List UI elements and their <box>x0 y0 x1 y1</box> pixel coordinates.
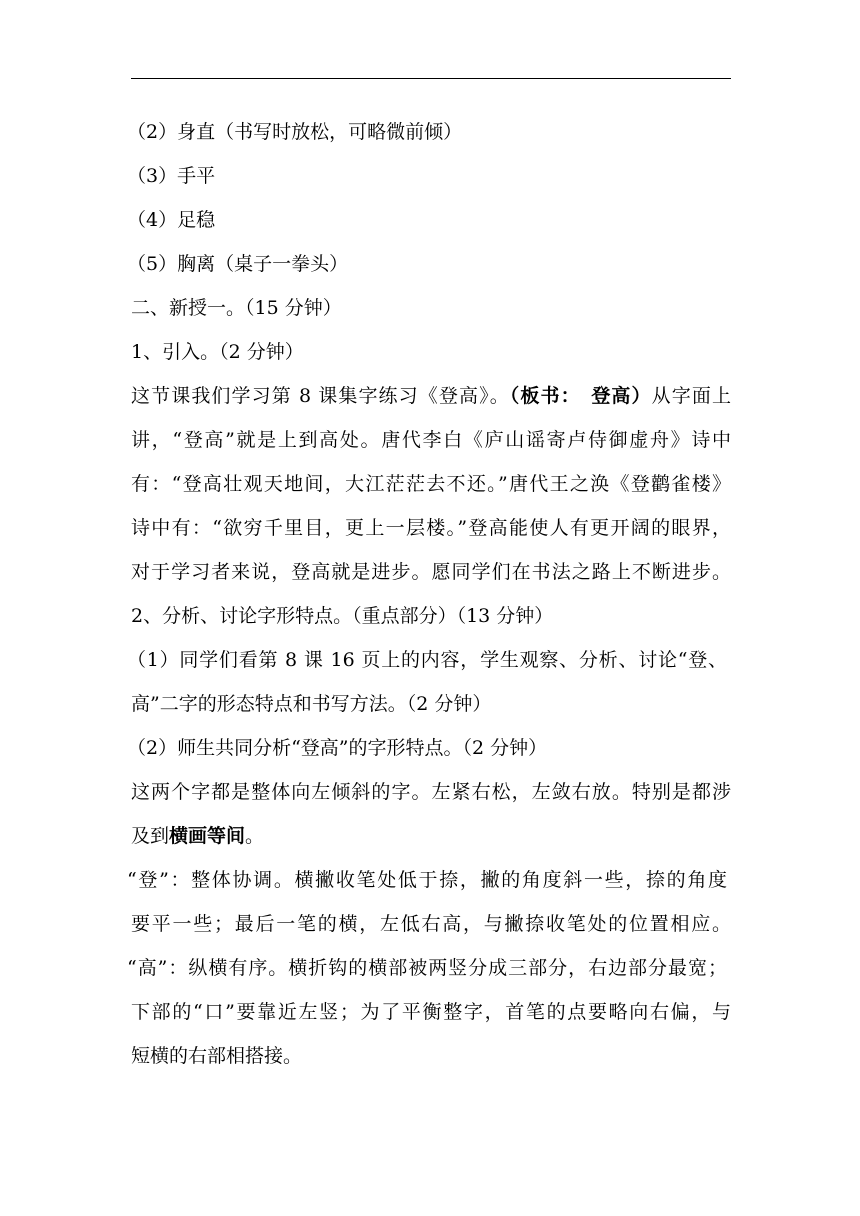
paragraph-line: 这两个字都是整体向左倾斜的字。左紧右松，左敛右放。特别是都涉 <box>131 781 731 803</box>
text-span: 及到 <box>131 825 170 847</box>
document-body <box>127 110 731 1078</box>
text-line: （5）胸离（桌子一拳头） <box>127 253 349 275</box>
text-line: （3）手平 <box>127 165 216 187</box>
paragraph-line: 短横的右部相搭接。 <box>131 1045 303 1067</box>
text-span: 。 <box>245 825 265 847</box>
paragraph-line: “高”：纵横有序。横折钩的横部被两竖分成三部分，右边部分最宽； <box>127 957 727 979</box>
header-rule <box>131 78 731 79</box>
paragraph-line: 对于学习者来说，登高就是进步。愿同学们在书法之路上不断进步。 <box>131 561 731 583</box>
paragraph-line: （1）同学们看第 8 课 16 页上的内容，学生观察、分析、讨论“登、 <box>127 649 727 671</box>
paragraph-line <box>131 814 731 858</box>
paragraph-line: 下部的“口”要靠近左竖；为了平衡整字，首笔的点要略向右偏，与 <box>131 1001 731 1023</box>
subsection-heading: 1、引入。（2 分钟） <box>131 341 304 363</box>
emphasis-text: 横画等间 <box>169 825 246 847</box>
text-line: （4）足稳 <box>127 209 216 231</box>
paragraph-line: 诗中有：“欲穷千里目，更上一层楼。”登高能使人有更开阔的眼界， <box>131 517 731 539</box>
paragraph-line: （2）师生共同分析“登高”的字形特点。（2 分钟） <box>127 737 548 759</box>
text-line: （2）身直（书写时放松，可略微前倾） <box>127 121 463 143</box>
board-note: （板书： 登高） <box>509 385 652 407</box>
paragraph-line: 高”二字的形态特点和书写方法。（2 分钟） <box>131 693 492 715</box>
paragraph-line: 讲，“登高”就是上到高处。唐代李白《庐山谣寄卢侍御虚舟》诗中 <box>131 429 731 451</box>
subsection-heading: 2、分析、讨论字形特点。（重点部分）（13 分钟） <box>131 605 554 627</box>
paragraph-line: 有：“登高壮观天地间，大江茫茫去不还。”唐代王之涣《登鹳雀楼》 <box>131 473 731 495</box>
paragraph-line: “登”：整体协调。横撇收笔处低于捺，撇的角度斜一些，捺的角度 <box>127 869 727 891</box>
section-heading: 二、新授一。（15 分钟） <box>131 297 342 319</box>
text-span: 这节课我们学习第 8 课集字练习《登高》。 <box>131 385 510 407</box>
paragraph-line <box>131 374 731 418</box>
text-span: 从字面上 <box>651 385 731 407</box>
paragraph-line: 要平一些；最后一笔的横，左低右高，与撇捺收笔处的位置相应。 <box>131 913 731 935</box>
